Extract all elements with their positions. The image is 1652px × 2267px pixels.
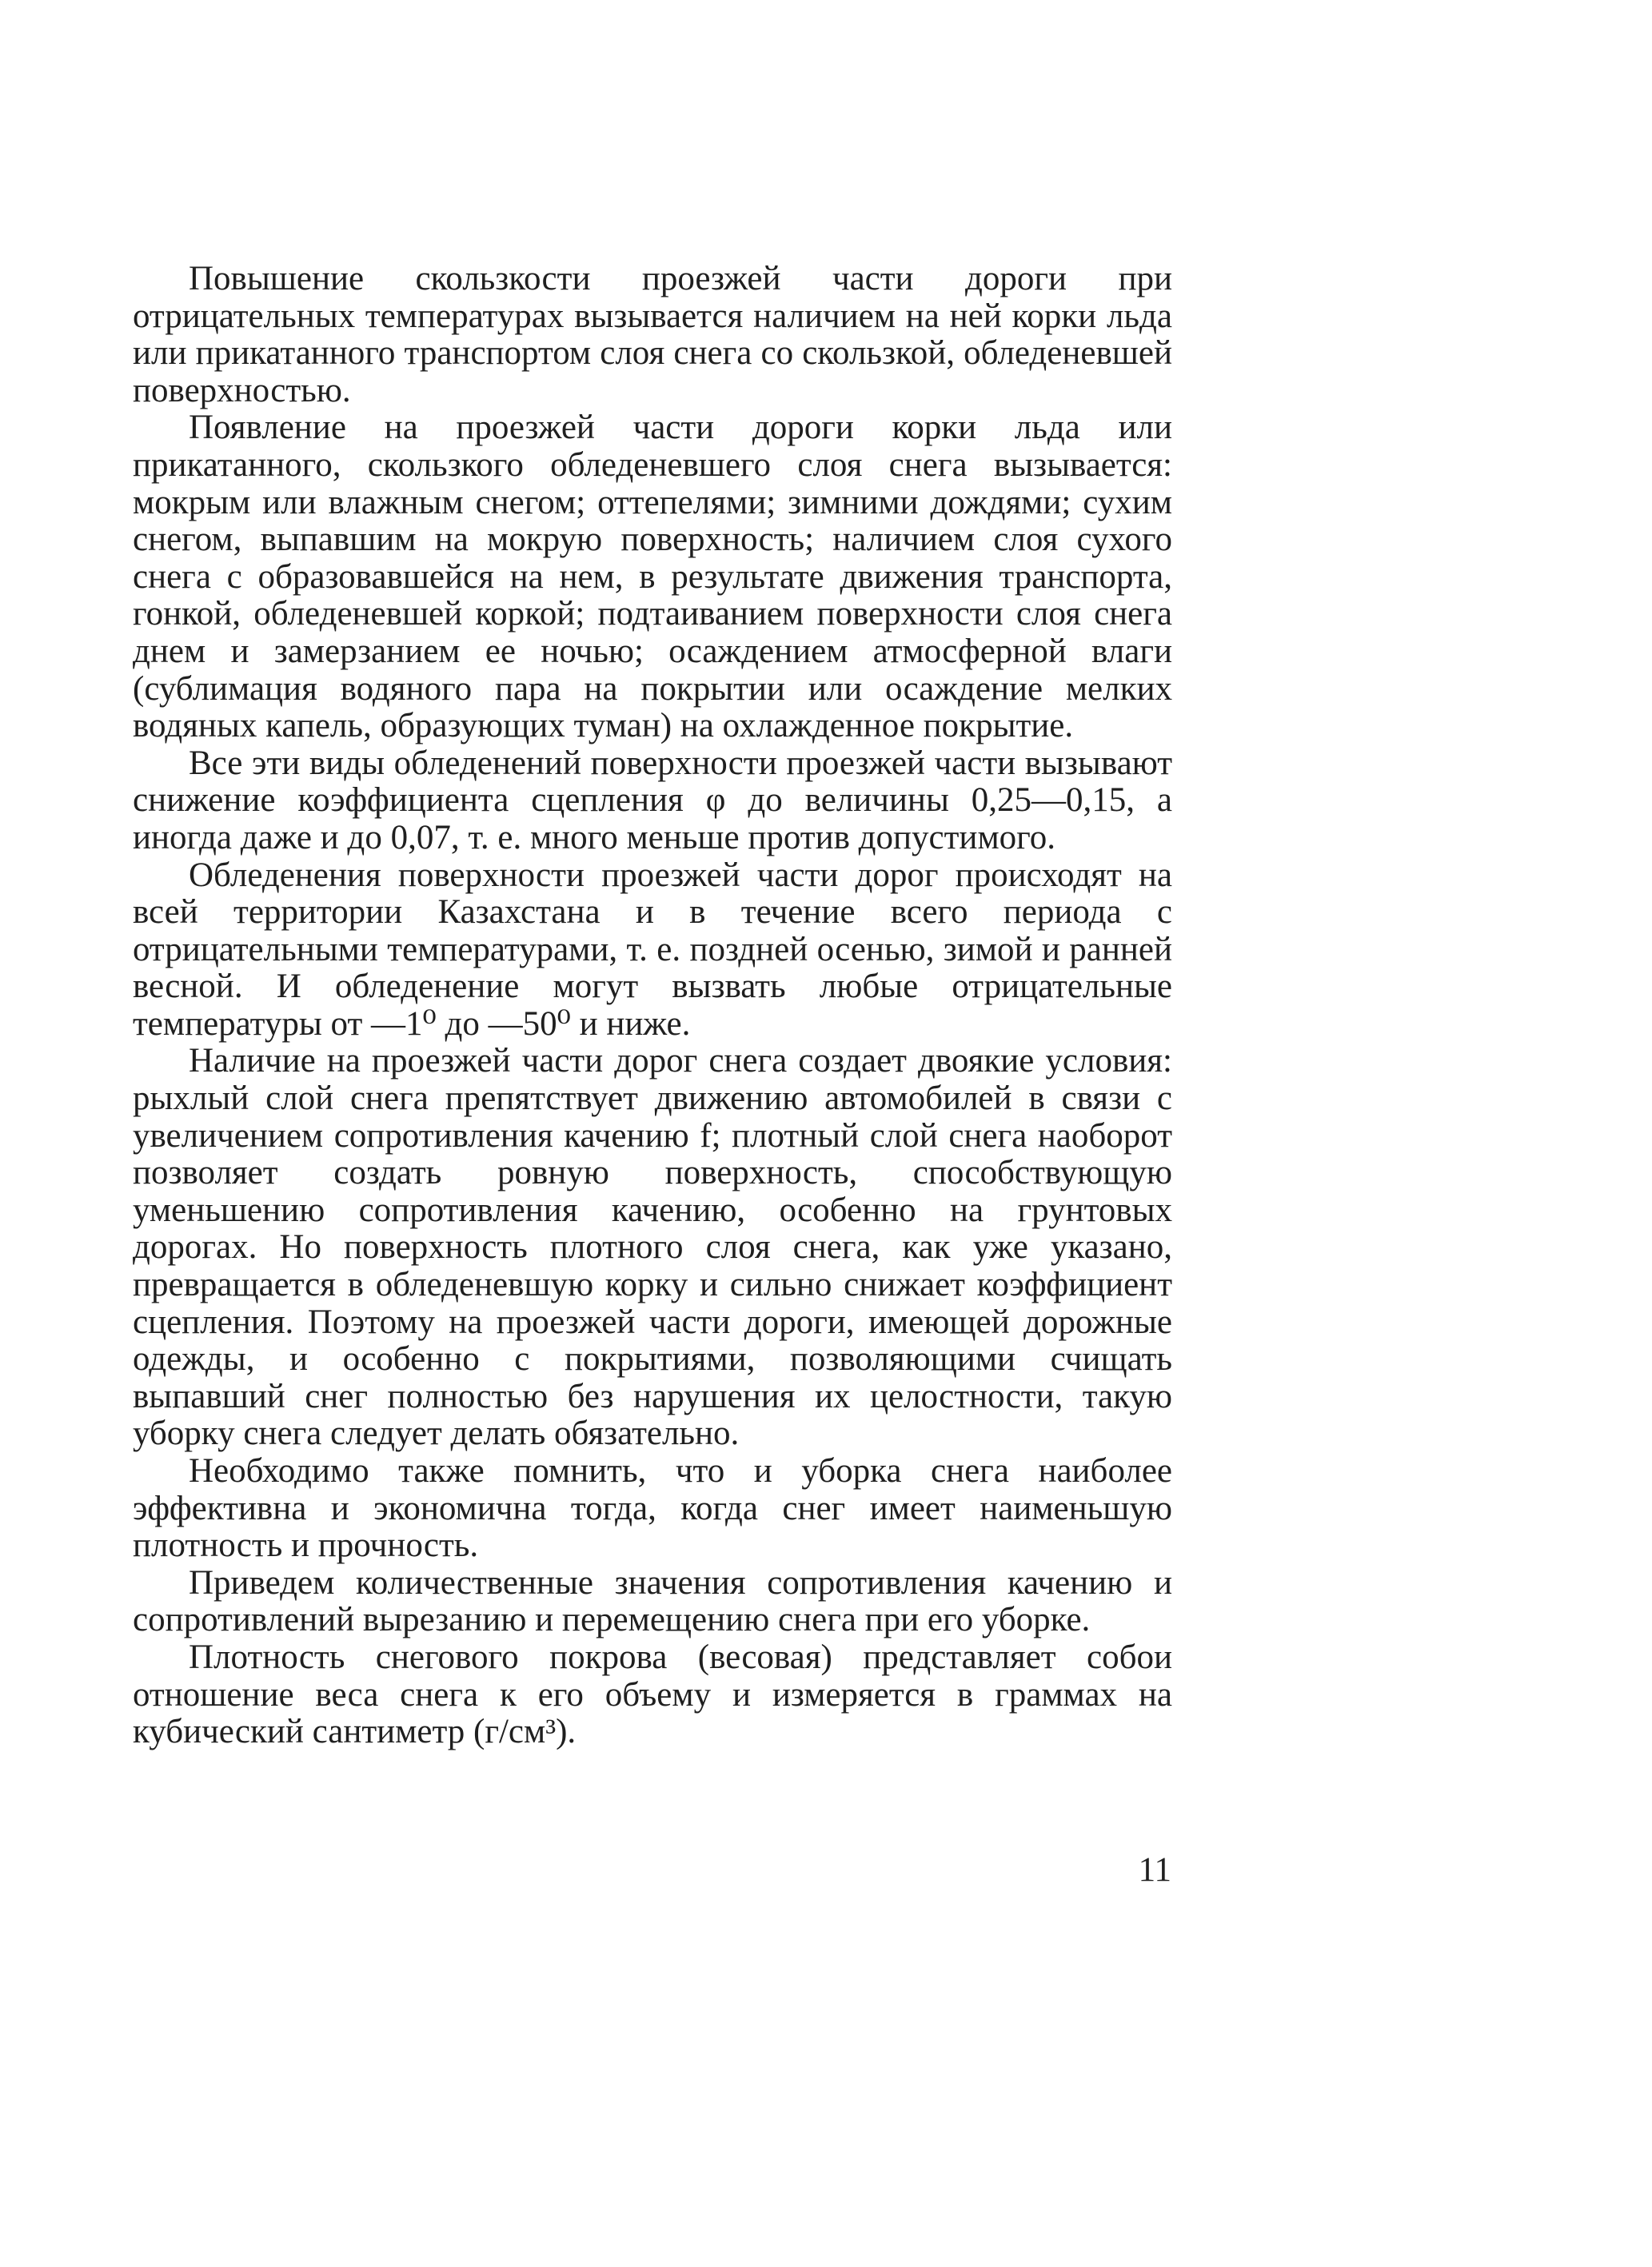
paragraph-3: Все эти виды обледенений поверхности проезжей части вызывают снижение коэффициента сцепления φ до величины 0,25—0,15, а иногда даже и до 0,07, т. е. много меньше против допустимого.	[133, 744, 1172, 856]
paragraph-8: Плотность снегового покрова (весовая) представляет собои отношение веса снега к его объему и измеряется в граммах на кубический сантиметр (г/см³).	[133, 1638, 1172, 1751]
paragraph-1: Повышение скользкости проезжей части дороги при отрицательных температурах вызывается наличием на ней корки льда или прикатанного транспортом слоя снега со скользкой, обледеневшей поверхностью.	[133, 260, 1172, 409]
body-text	[133, 261, 1172, 1751]
paragraph-2: Появление на проезжей части дороги корки льда или прикатанного, скользкого обледеневшего слоя снега вызывается: мокрым или влажным снегом; оттепелями; зимними дождями; сухим снегом, выпавшим на мокрую поверхность; наличием слоя сухого снега с образовавшейся на нем, в результате движения транспорта, гонкой, обледеневшей коркой; подтаиванием поверхности слоя снега днем и замерзанием ее ночью; осаждением атмосферной влаги (сублимация водяного пара на покрытии или осаждение мелких водяных капель, образующих туман) на охлажденное покрытие.	[133, 409, 1172, 745]
paragraph-5: Наличие на проезжей части дорог снега создает двоякие условия: рыхлый слой снега препятствует движению автомобилей в связи с увеличением сопротивления качению f; плотный слой снега наоборот позволяет создать ровную поверхность, способствующую уменьшению сопротивления качению, особенно на грунтовых дорогах. Но поверхность плотного слоя снега, как уже указано, превращается в обледеневшую корку и сильно снижает коэффициент сцепления. Поэтому на проезжей части дороги, имеющей дорожные одежды, и особенно с покрытиями, позволяющими счищать выпавший снег полностью без нарушения их целостности, такую уборку снега следует делать обязательно.	[133, 1042, 1172, 1453]
page-number: 11	[1138, 1851, 1171, 1889]
paragraph-6: Необходимо также помнить, что и уборка снега наиболее эффективна и экономична тогда, когда снег имеет наименьшую плотность и прочность.	[133, 1452, 1172, 1565]
paragraph-4: Обледенения поверхности проезжей части дорог происходят на всей территории Казахстана и в течение всего периода с отрицательными температурами, т. е. поздней осенью, зимой и ранней весной. И обледенение могут вызвать любые отрицательные температуры от —1⁰ до —50⁰ и ниже.	[133, 856, 1172, 1043]
paragraph-7: Приведем количественные значения сопротивления качению и сопротивлений вырезанию и перемещению снега при его уборке.	[133, 1563, 1172, 1639]
